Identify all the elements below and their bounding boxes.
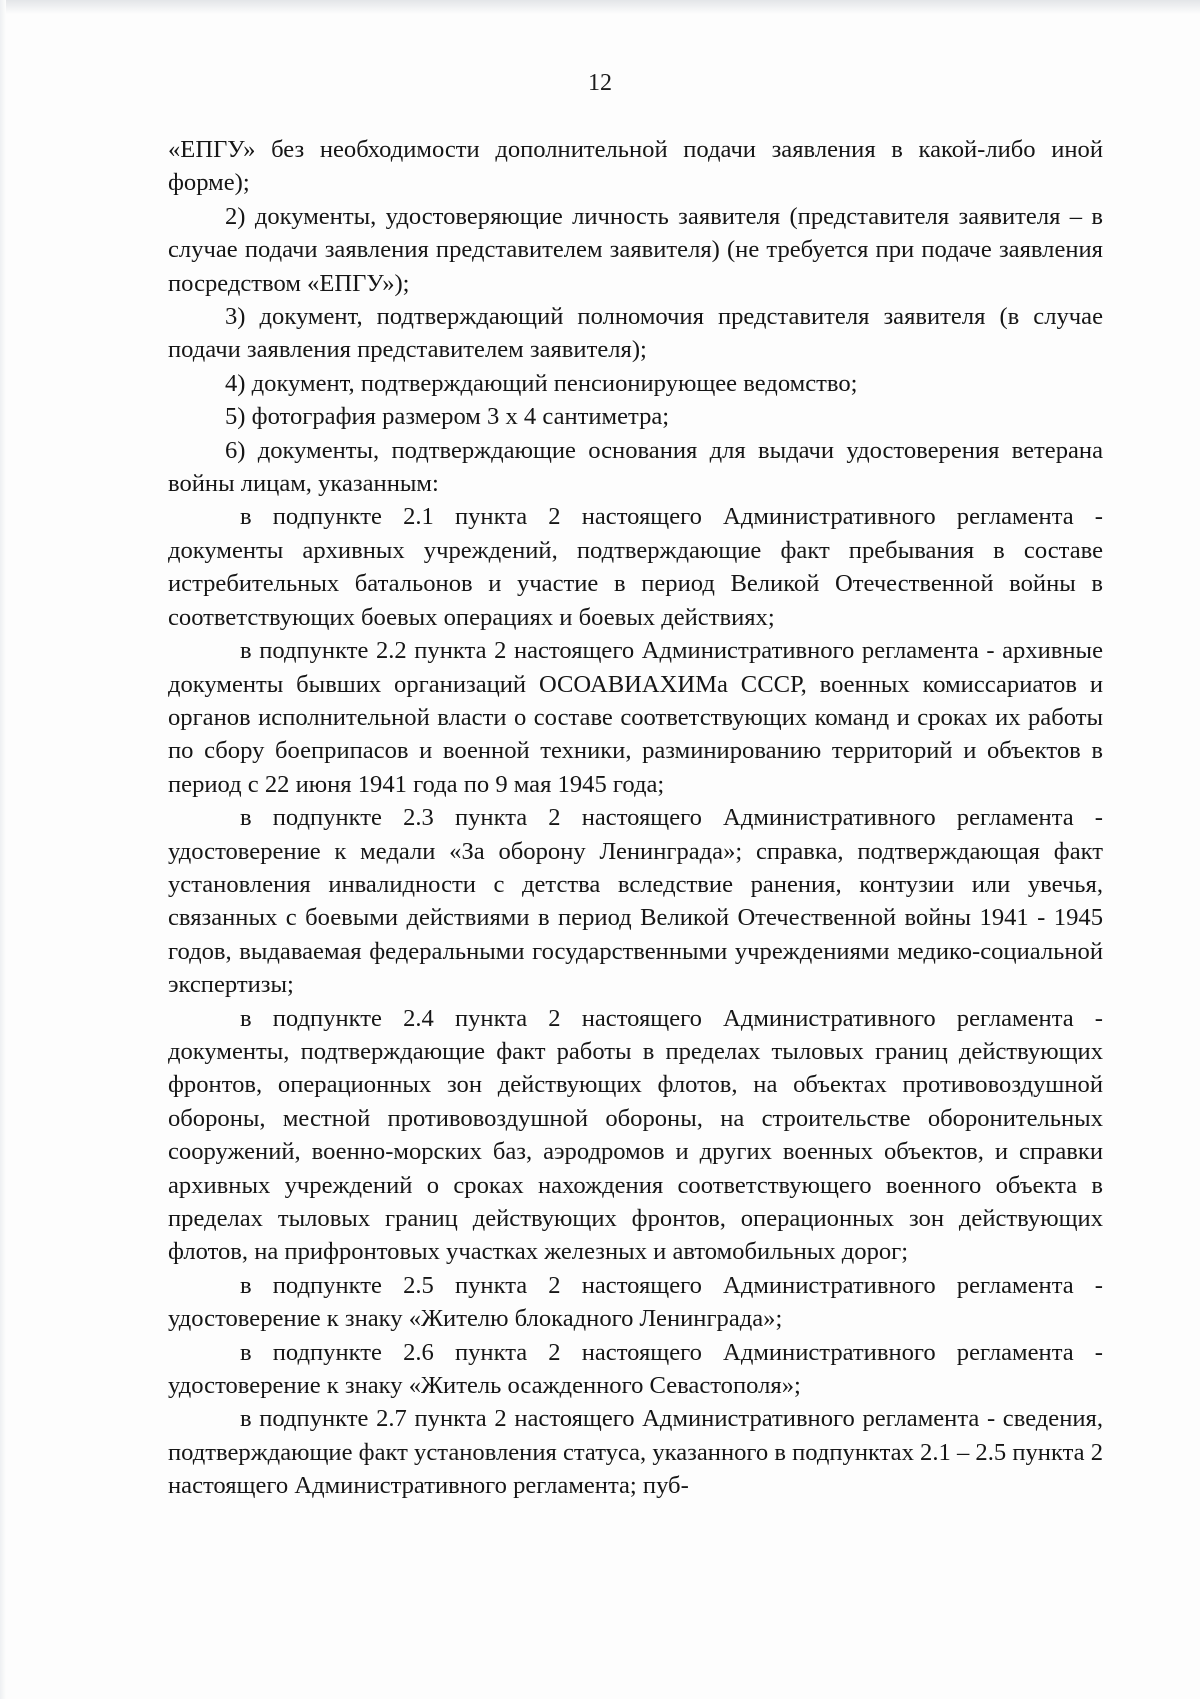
subclause-paragraph: в подпункте 2.5 пункта 2 настоящего Административного регламента - удостоверение к знаку «Жителю блокадного Ленинграда»; [168, 1271, 1103, 1333]
subclause-paragraph: в подпункте 2.6 пункта 2 настоящего Административного регламента - удостоверение к знаку «Житель осажденного Севастополя»; [168, 1338, 1103, 1400]
subclause-paragraph: в подпункте 2.7 пункта 2 настоящего Административного регламента - сведения, подтверждающие факт установления статуса, указанного в подпунктах 2.1 – 2.5 пункта 2 настоящего Административного регламента; пуб- [168, 1405, 1103, 1500]
list-item-paragraph: 4) документ, подтверждающий пенсионирующее ведомство; [225, 369, 858, 397]
subclause-paragraph: в подпункте 2.1 пункта 2 настоящего Административного регламента - документы архивных учреждений, подтверждающие факт пребывания в составе истребительных батальонов и участие в период Великой Отечественной войны в соответствующих боевых операциях и боевых действиях; [168, 503, 1103, 631]
scan-edge [0, 0, 6, 1699]
subclause-paragraph: в подпункте 2.4 пункта 2 настоящего Административного регламента - документы, подтверждающие факт работы в пределах тыловых границ действующих фронтов, операционных зон действующих флотов, на объектах противовоздушной обороны, местной противовоздушной обороны, на строительстве оборонительных сооружений, военно-морских баз, аэродромов и других военных объектов, и справки архивных учреждений о сроках нахождения соответствующего военного объекта в пределах тыловых границ действующих фронтов, операционных зон действующих флотов, на прифронтовых участках железных и автомобильных дорог; [168, 1004, 1103, 1266]
list-item-paragraph: 6) документы, подтверждающие основания для выдачи удостоверения ветерана войны лицам, указанным: [168, 436, 1103, 498]
document-body [168, 133, 1103, 1503]
scan-edge [0, 0, 1200, 14]
subclause-paragraph: в подпункте 2.2 пункта 2 настоящего Административного регламента - архивные документы бывших организаций ОСОАВИАХИМа СССР, военных комиссариатов и органов исполнительной власти о составе соответствующих команд и сроках их работы по сбору боеприпасов и военной техники, разминированию территорий и объектов в период с 22 июня 1941 года по 9 мая 1945 года; [168, 637, 1103, 798]
subclause-paragraph: в подпункте 2.3 пункта 2 настоящего Административного регламента - удостоверение к медали «За оборону Ленинграда»; справка, подтверждающая факт установления инвалидности с детства вследствие ранения, контузии или увечья, связанных с боевыми действиями в период Великой Отечественной войны 1941 - 1945 годов, выдаваемая федеральными государственными учреждениями медико-социальной экспертизы; [168, 804, 1103, 999]
list-item-paragraph: 2) документы, удостоверяющие личность заявителя (представителя заявителя – в случае подачи заявления представителем заявителя) (не требуется при подаче заявления посредством «ЕПГУ»); [168, 202, 1103, 297]
list-item-paragraph: 5) фотография размером 3 х 4 сантиметра; [225, 403, 670, 431]
paragraph: «ЕПГУ» без необходимости дополнительной подачи заявления в какой-либо иной форме); [168, 136, 1103, 197]
page-number: 12 [588, 70, 612, 96]
list-item-paragraph: 3) документ, подтверждающий полномочия представителя заявителя (в случае подачи заявления представителем заявителя); [168, 303, 1103, 364]
